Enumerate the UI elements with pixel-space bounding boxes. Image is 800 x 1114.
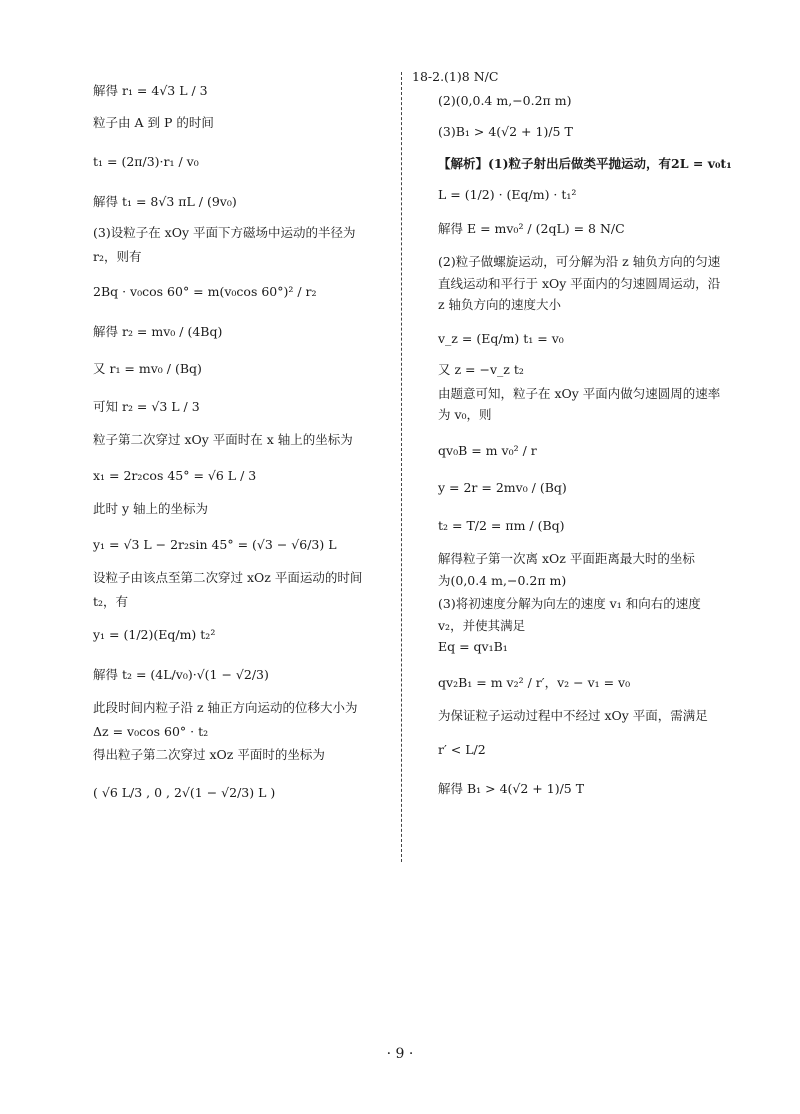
line: 18-2.(1)8 N/C <box>412 69 499 84</box>
line: 为 v₀，则 <box>438 407 492 422</box>
line: y₁ = (1/2)(Eq/m) t₂² <box>93 627 216 642</box>
line: ( √6 L/3 , 0 , 2√(1 − √2/3) L ) <box>93 784 276 800</box>
line: 解得 E = mv₀² / (2qL) = 8 N/C <box>438 220 625 236</box>
line: 为(0,0.4 m,−0.2π m) <box>438 572 567 588</box>
line: x₁ = 2r₂cos 45° = √6 L / 3 <box>93 467 257 483</box>
line: (2)粒子做螺旋运动，可分解为沿 z 轴负方向的匀速 <box>438 254 721 269</box>
left-column <box>93 68 393 801</box>
line: r₂，则有 <box>93 248 142 264</box>
line: 又 r₁ = mv₀ / (Bq) <box>93 361 202 376</box>
line: y = 2r = 2mv₀ / (Bq) <box>438 480 567 495</box>
line: 设粒子由该点至第二次穿过 xOz 平面运动的时间 <box>93 570 363 585</box>
line: (3)B₁ > 4(√2 + 1)/5 T <box>438 124 573 139</box>
line: Eq = qv₁B₁ <box>438 639 508 654</box>
line: 粒子由 A 到 P 的时间 <box>93 114 214 130</box>
line: qv₀B = m v₀² / r <box>438 442 537 458</box>
line: v_z = (Eq/m) t₁ = v₀ <box>438 330 564 346</box>
page-number: · 9 · <box>386 1046 414 1062</box>
line: Δz = v₀cos 60° · t₂ <box>93 723 209 739</box>
line: t₂ = T/2 = πm / (Bq) <box>438 517 565 533</box>
line: v₂，并使其满足 <box>438 617 526 633</box>
line: (3)将初速度分解为向左的速度 v₁ 和向右的速度 <box>438 596 701 611</box>
line: z 轴负方向的速度大小 <box>438 297 562 312</box>
line: 为保证粒子运动过程中不经过 xOy 平面，需满足 <box>438 708 708 723</box>
line: 粒子第二次穿过 xOy 平面时在 x 轴上的坐标为 <box>93 432 353 447</box>
line: 解得 t₂ = (4L/v₀)·√(1 − √2/3) <box>93 666 269 682</box>
line: 2Bq · v₀cos 60° = m(v₀cos 60°)² / r₂ <box>93 284 317 299</box>
line: 解得 t₁ = 8√3 πL / (9v₀) <box>93 193 237 209</box>
line: r′ < L/2 <box>438 741 486 757</box>
line: 【解析】(1)粒子射出后做类平抛运动，有2L = v₀t₁ <box>438 155 732 171</box>
line: 可知 r₂ = √3 L / 3 <box>93 398 200 414</box>
line: t₂，有 <box>93 593 129 609</box>
line: t₁ = (2π/3)·r₁ / v₀ <box>93 154 199 169</box>
line: 又 z = −v_z t₂ <box>438 362 524 377</box>
line: 直线运动和平行于 xOy 平面内的匀速圆周运动，沿 <box>438 275 721 291</box>
column-divider <box>401 72 402 862</box>
line: L = (1/2) · (Eq/m) · t₁² <box>438 187 577 202</box>
line: y₁ = √3 L − 2r₂sin 45° = (√3 − √6/3) L <box>93 536 337 552</box>
line: 解得 r₁ = 4√3 L / 3 <box>93 83 208 98</box>
line: 此段时间内粒子沿 z 轴正方向运动的位移大小为 <box>93 700 358 715</box>
right-column <box>412 68 742 798</box>
line: qv₂B₁ = m v₂² / r′，v₂ − v₁ = v₀ <box>438 674 631 690</box>
line: (3)设粒子在 xOy 平面下方磁场中运动的半径为 <box>93 225 356 240</box>
line: (2)(0,0.4 m,−0.2π m) <box>438 92 572 108</box>
line: 由题意可知，粒子在 xOy 平面内做匀速圆周的速率 <box>438 385 721 401</box>
line: 解得 r₂ = mv₀ / (4Bq) <box>93 323 223 339</box>
line: 此时 y 轴上的坐标为 <box>93 501 209 516</box>
line: 得出粒子第二次穿过 xOz 平面时的坐标为 <box>93 747 325 762</box>
line: 解得粒子第一次离 xOz 平面距离最大时的坐标 <box>438 551 695 566</box>
line: 解得 B₁ > 4(√2 + 1)/5 T <box>438 781 585 796</box>
